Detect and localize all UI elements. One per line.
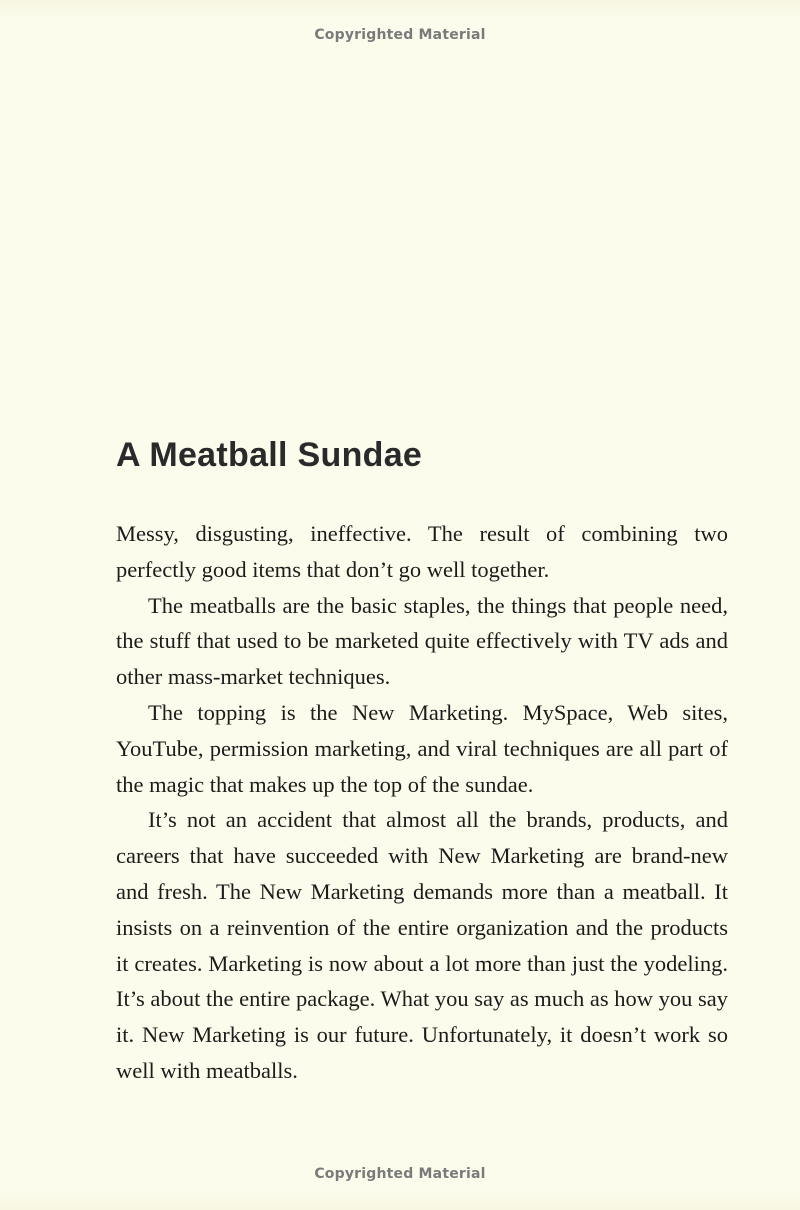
paragraph-1: Messy, disgusting, ineffective. The result of combining two perfectly good items that don’t go well together.: [116, 521, 728, 582]
paragraph-4: It’s not an accident that almost all the brands, products, and careers that have succeeded with New Marketing are brand-new and fresh. The New Marketing demands more than a meatball. It insists on a reinvention of the entire organization and the products it creates. Marketing is now about a lot more than just the yodeling. It’s about the entire package. What you say as much as how you say it. New Marketing is our future. Unfortunately, it doesn’t work so well with meatballs.: [116, 807, 728, 1083]
body-text: [116, 516, 728, 1089]
paragraph-3: The topping is the New Marketing. MySpace, Web sites, YouTube, permission marketing, and viral techniques are all part of the magic that makes up the top of the sundae.: [116, 699, 728, 797]
copyright-watermark-bottom: Copyrighted Material: [314, 1166, 486, 1182]
copyright-watermark-top: Copyrighted Material: [314, 27, 486, 43]
paragraph-2: The meatballs are the basic staples, the things that people need, the stuff that used to be marketed quite effectively with TV ads and other mass-market techniques.: [116, 592, 728, 690]
chapter-title: A Meatball Sundae: [116, 436, 423, 474]
